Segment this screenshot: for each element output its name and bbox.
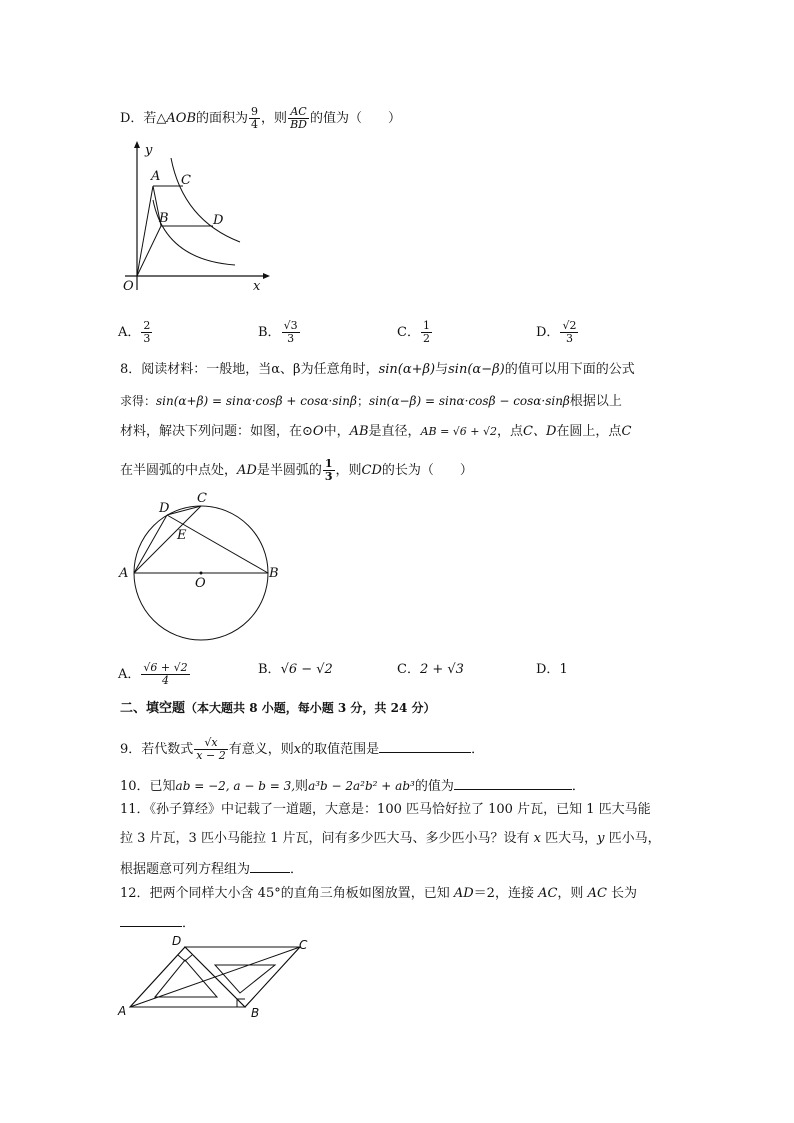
q8-line-4: 在半圆弧的中点处，AD是半圆弧的 $\frac{1}{3}$ ，则CD的长为（ ） (120, 457, 473, 483)
label-c: C (197, 491, 207, 506)
area-fraction: $\frac{9}{4}$ (251, 105, 259, 131)
answer-blank[interactable] (250, 860, 290, 873)
label-a: A (119, 566, 129, 581)
q8-line-3: 材料，解决下列问题：如图，在⊙O中，AB是直径，AB = √6 + √2，点C、D在圆上，点C (120, 424, 632, 439)
q7-choice-d: D． $\frac{√2}{3}$ (536, 319, 577, 345)
q7-choice-b: B． $\frac{√3}{3}$ (258, 319, 298, 345)
label-b: B (159, 211, 169, 226)
label-a: A (118, 1004, 127, 1018)
q12-line-2: ． (120, 914, 195, 932)
q11-line-3: 根据题意可列方程组为 ． (120, 862, 304, 877)
label-o: O (123, 279, 134, 294)
q9-text: 9．若代数式 $\frac{√x}{x - 2}$ 有意义，则x的取值范围是 ． (120, 736, 485, 762)
label-c: C (299, 938, 308, 952)
q8-line-1: 8．阅读材料：一般地，当α、β为任意角时，sin(α+β)与sin(α−β)的值可以用下面的公式 (120, 362, 635, 377)
q8-choice-b: B．√6 − √2 (258, 662, 333, 677)
label-d: D (213, 213, 224, 228)
q7-option-d-text: D．若△AOB的面积为 $\frac{9}{4}$ ，则 $\frac{AC}{BD}$ 的值为（ ） (120, 105, 401, 131)
answer-blank[interactable] (454, 777, 572, 790)
label-c: C (181, 173, 191, 188)
ratio-fraction: $\frac{AC}{BD}$ (290, 105, 307, 131)
q11-line-2: 拉 3 片瓦，3 匹小马能拉 1 片瓦，问有多少匹大马、多少匹小马？设有 x 匹大马，y 匹小马， (120, 831, 661, 846)
label-x: x (253, 279, 261, 294)
answer-blank[interactable] (120, 914, 182, 927)
q11-line-1: 11．《孙子算经》中记载了一道题，大意是：100 匹马恰好拉了 100 片瓦，已知 1 匹大马能 (120, 802, 651, 817)
q10-text: 10．已知ab = −2, a − b = 3,则a³b − 2a²b² + ab³的值为 ． (120, 779, 585, 794)
label-b: B (251, 1006, 260, 1020)
label-d: D (172, 935, 182, 948)
q8-line-2: 求得：sin(α+β) = sinα·cosβ + cosα·sinβ；sin(α−β) = sinα·cosβ − cosα·sinβ根据以上 (120, 394, 622, 409)
q7-choice-c: C． $\frac{1}{2}$ (397, 319, 430, 345)
q8-choice-d: D．1 (536, 662, 568, 677)
answer-blank[interactable] (379, 740, 471, 753)
q8-choice-c: C．2 + √3 (397, 662, 464, 677)
label-b: B (269, 566, 279, 581)
triangles-figure (115, 935, 315, 1020)
label-a: A (151, 169, 161, 184)
label-e: E (177, 528, 187, 543)
label-y: y (145, 143, 153, 158)
label-o: O (195, 576, 206, 591)
q8-choice-a: A． $\frac{√6 + √2}{4}$ (118, 661, 188, 687)
q7-choice-a: A． $\frac{2}{3}$ (118, 319, 151, 345)
label-d: D (159, 501, 170, 516)
hyperbola-graph (115, 140, 275, 295)
section-2-heading: 二、填空题（本大题共 8 小题，每小题 3 分，共 24 分） (120, 701, 436, 716)
q12-line-1: 12．把两个同样大小含 45°的直角三角板如图放置，已知 AD＝2，连接 AC，则 AC 长为 (120, 886, 638, 901)
circle-figure (115, 488, 290, 648)
